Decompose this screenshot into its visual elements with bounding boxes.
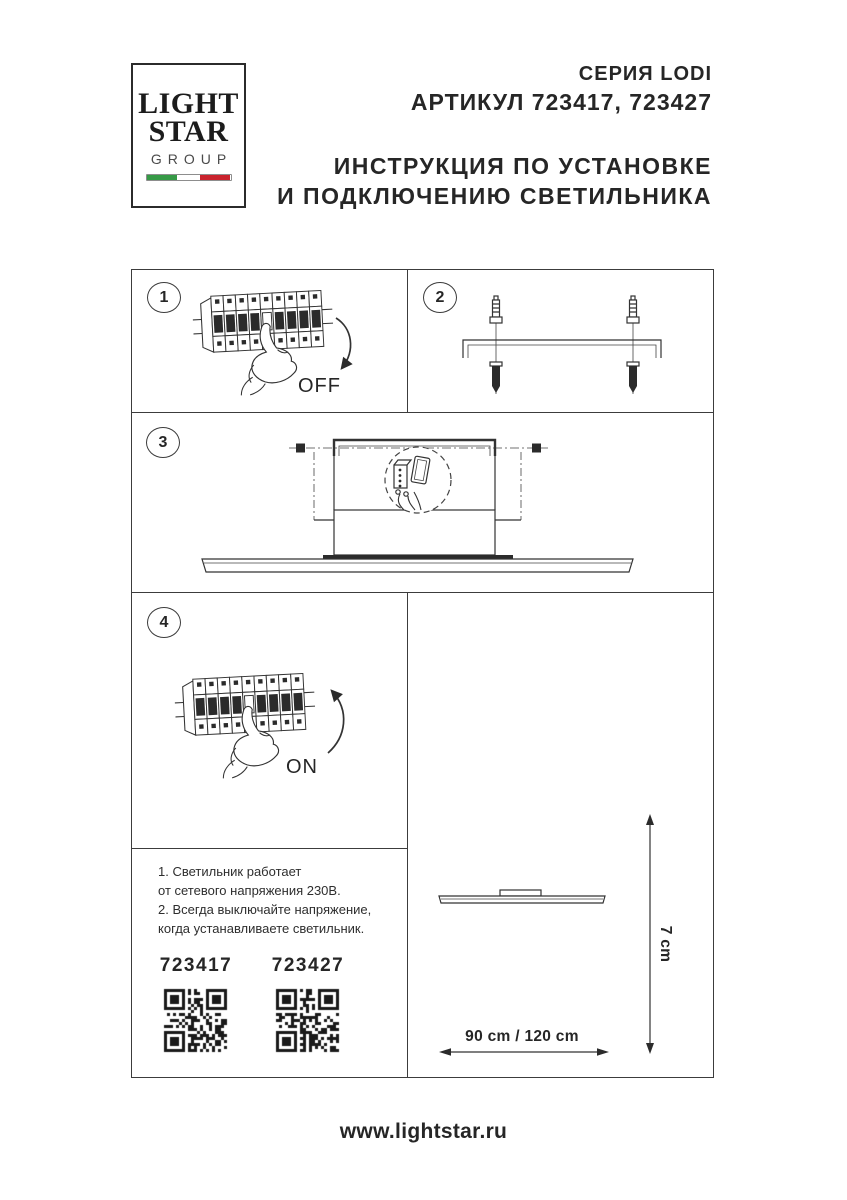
- qr-code: [275, 988, 341, 1054]
- step-2-badge: 2: [423, 282, 457, 313]
- off-label: OFF: [298, 375, 341, 397]
- article-numbers-line: АРТИКУЛ 723417, 723427: [410, 89, 712, 115]
- height-label: 7 cm: [657, 925, 674, 963]
- safety-notes: [132, 849, 407, 939]
- arrow-up-icon: [328, 691, 344, 753]
- panel-step-2: [408, 270, 713, 413]
- wiring-detail-magnifier: [385, 447, 451, 513]
- circuit-breaker-on-diagram: [132, 593, 406, 847]
- note-line-2: от сетевого напряжения 230В.: [158, 882, 341, 898]
- step-3-badge: 3: [146, 427, 180, 458]
- note-line-4: когда устанавливаете светильник.: [158, 920, 365, 936]
- height-dimension: [646, 814, 674, 1054]
- on-label: ON: [286, 756, 318, 778]
- series-title: СЕРИЯ LODI: [578, 63, 712, 85]
- article-723427: [256, 955, 360, 1054]
- footer-url: www.lightstar.ru: [339, 1120, 508, 1143]
- panel-notes: [132, 849, 408, 1077]
- screw-icon: [532, 444, 541, 453]
- circuit-breaker-off-diagram: [132, 270, 406, 411]
- lamp-canopy: [500, 890, 541, 896]
- mounting-bracket-diagram: [408, 270, 711, 411]
- article-codes-row: [144, 955, 407, 1054]
- screw-icon: [490, 296, 639, 323]
- arrow-down-icon: [336, 318, 351, 368]
- panel-step-1: [132, 270, 408, 413]
- header-text-block: [131, 63, 712, 211]
- driver-box: [334, 510, 495, 555]
- steps-grid: [131, 269, 714, 1078]
- step-4-badge: 4: [147, 607, 181, 638]
- logo-word-light: LIGHT: [138, 87, 239, 121]
- luminaire-panel: [202, 559, 633, 572]
- width-dimension: [439, 1028, 609, 1056]
- article-723417: [144, 955, 248, 1054]
- panel-dimensions: [408, 593, 713, 1077]
- luminaire-wiring-diagram: [132, 413, 712, 591]
- panel-step-3: [132, 413, 713, 593]
- dimensions-diagram: [408, 593, 711, 1076]
- step-1-badge: 1: [147, 282, 181, 313]
- qr-code: [163, 988, 229, 1054]
- instruction-title-line1: ИНСТРУКЦИЯ ПО УСТАНОВКЕ: [333, 153, 712, 179]
- instruction-title-line2: И ПОДКЛЮЧЕНИЮ СВЕТИЛЬНИКА: [277, 183, 712, 209]
- instruction-title: [131, 151, 712, 211]
- article-code-label: 723427: [271, 954, 345, 976]
- width-label: 90 cm / 120 cm: [465, 1028, 579, 1045]
- screw-icon: [296, 444, 305, 453]
- note-line-3: 2. Всегда выключайте напряжение,: [158, 901, 372, 917]
- lamp-profile: [439, 896, 605, 903]
- note-line-1: 1. Светильник работает: [158, 864, 302, 879]
- wall-plug-icon: [490, 362, 639, 393]
- logo-word-group: GROUP: [150, 150, 233, 167]
- logo-word-star: STAR: [148, 115, 229, 148]
- article-code-label: 723417: [159, 954, 233, 976]
- panel-step-4: [132, 593, 408, 849]
